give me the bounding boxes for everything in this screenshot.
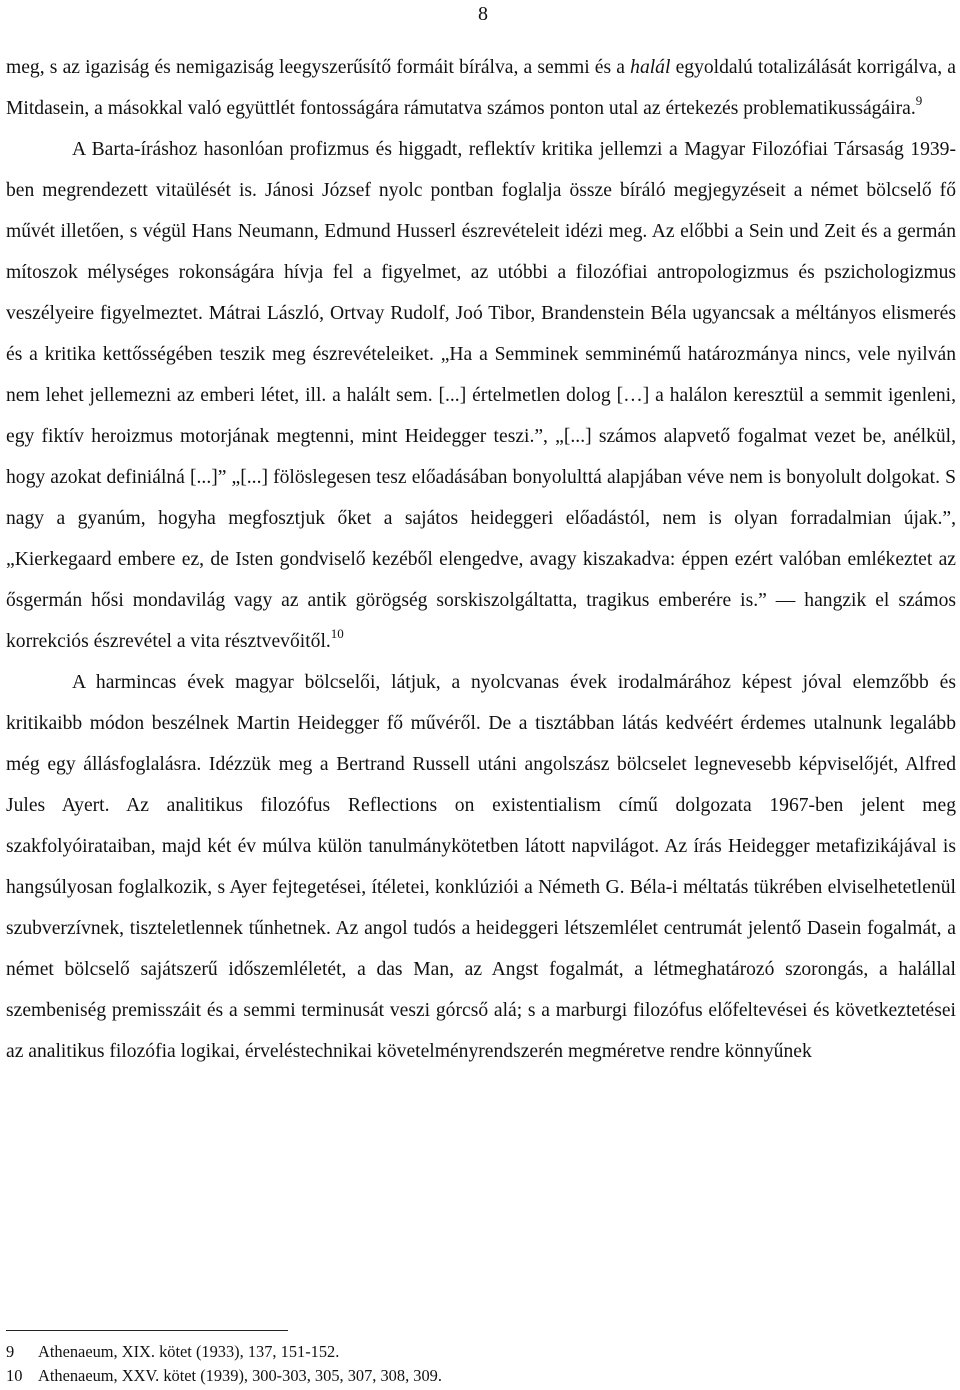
- footnotes: [6, 1340, 906, 1388]
- paragraph-text: A harmincas évek magyar bölcselői, látjuk, a nyolcvanas évek irodalmárához képest jóval elemzőbb és kritikaibb módon beszélnek Martin Heidegger fő művéről. De a tisztábban látás kedvéért érdemes utalnunk legalább még egy állásfoglalásra. Idézzük meg a Bertrand Russell utáni angolszász bölcselet legnevesebb képviselőjét, Alfred Jules Ayert. Az analitikus filozófus Reflections on existentialism című dolgozata 1967-ben jelent meg szakfolyóirataiban, majd két év múlva külön tanulmánykötetben látott napvilágot. Az írás Heidegger metafizikájával is hangsúlyosan foglalkozik, s Ayer fejtegetései, ítéletei, konklúziói a Németh G. Béla-i méltatás tükrében elviselhetetlenül szubverzívnek, tiszteletlennek tűnhetnek. Az angol tudós a heideggeri létszemlélet centrumát jelentő Dasein fogalmát, a német bölcselő sajátszerű időszemléletét, a das Man, az Angst fogalmát, a létmeghatározó szorongás, a halállal szembeniség premisszáit és a semmi terminusát veszi górcső alá; s a marburgi filozófus előfeltevései és következtetései az analitikus filozófia logikai, érveléstechnikai követelményrendszerén megméretve rendre könnyűnek: [6, 672, 956, 1062]
- body-paragraph: [6, 129, 956, 662]
- body-paragraph: [6, 47, 956, 129]
- body-paragraph: [6, 662, 956, 1072]
- footnote: [6, 1340, 906, 1364]
- footnote-text: Athenaeum, XXV. kötet (1939), 300-303, 305, 307, 308, 309.: [38, 1366, 442, 1385]
- footnote-divider: [6, 1330, 288, 1331]
- paragraph-text: egyoldalú totalizálását korrigálva, a Mitdasein, a másokkal való együttlét fontosságára rámutatva számos ponton utal az értekezés problematikusságáira.: [6, 57, 956, 119]
- footnote-reference: 9: [915, 93, 923, 108]
- footnote-number: 10: [6, 1366, 23, 1385]
- page-number: 8: [478, 3, 488, 25]
- footnote-reference: 10: [330, 626, 344, 641]
- footnote-number: 9: [6, 1342, 15, 1361]
- emphasis-text: halál: [630, 57, 671, 78]
- footnote-text: Athenaeum, XIX. kötet (1933), 137, 151-152.: [38, 1342, 340, 1361]
- footnote: [6, 1364, 906, 1388]
- body-text: [6, 47, 956, 1072]
- paragraph-text: A Barta-íráshoz hasonlóan profizmus és higgadt, reflektív kritika jellemzi a Magyar Filozófiai Társaság 1939-ben megrendezett vitaülését is. Jánosi József nyolc pontban foglalja össze bíráló megjegyzéseit a német bölcselő fő művét illetően, s végül Hans Neumann, Edmund Husserl észrevételeit idézi meg. Az előbbi a Sein und Zeit és a germán mítoszok mélységes rokonságára hívja fel a figyelmet, az utóbbi a filozófiai antropologizmus és pszichologizmus veszélyeire figyelmeztet. Mátrai László, Ortvay Rudolf, Joó Tibor, Brandenstein Béla ugyancsak a méltányos elismerés és a kritika kettősségében teszik meg észrevételeiket. „Ha a Semminek semminémű határozmánya nincs, vele nyilván nem lehet jellemezni az emberi létet, ill. a halált sem. [...] értelmetlen dolog […] a halálon keresztül a semmit igenleni, egy fiktív heroizmus motorjának megtenni, mint Heidegger teszi.”, „[...] számos alapvető fogalmat vezet be, anélkül, hogy azokat definiálná [...]” „[...] fölöslegesen tesz előadásában bonyolulttá alapjában véve nem is bonyolult dolgokat. S nagy a gyanúm, hogyha megfosztjuk őket a sajátos heideggeri előadástól, nem is olyan forradalmian újak.”, „Kierkegaard embere ez, de Isten gondviselő kezéből elengedve, avagy kiszakadva: éppen ezért valóban emlékeztet az ősgermán hősi mondavilág vagy az antik görögség sorskiszolgáltatta, tragikus emberére is.” — hangzik el számos korrekciós észrevétel a vita résztvevőitől.: [6, 139, 956, 652]
- paragraph-text: meg, s az igaziság és nemigaziság leegyszerűsítő formáit bírálva, a semmi és a: [6, 57, 631, 78]
